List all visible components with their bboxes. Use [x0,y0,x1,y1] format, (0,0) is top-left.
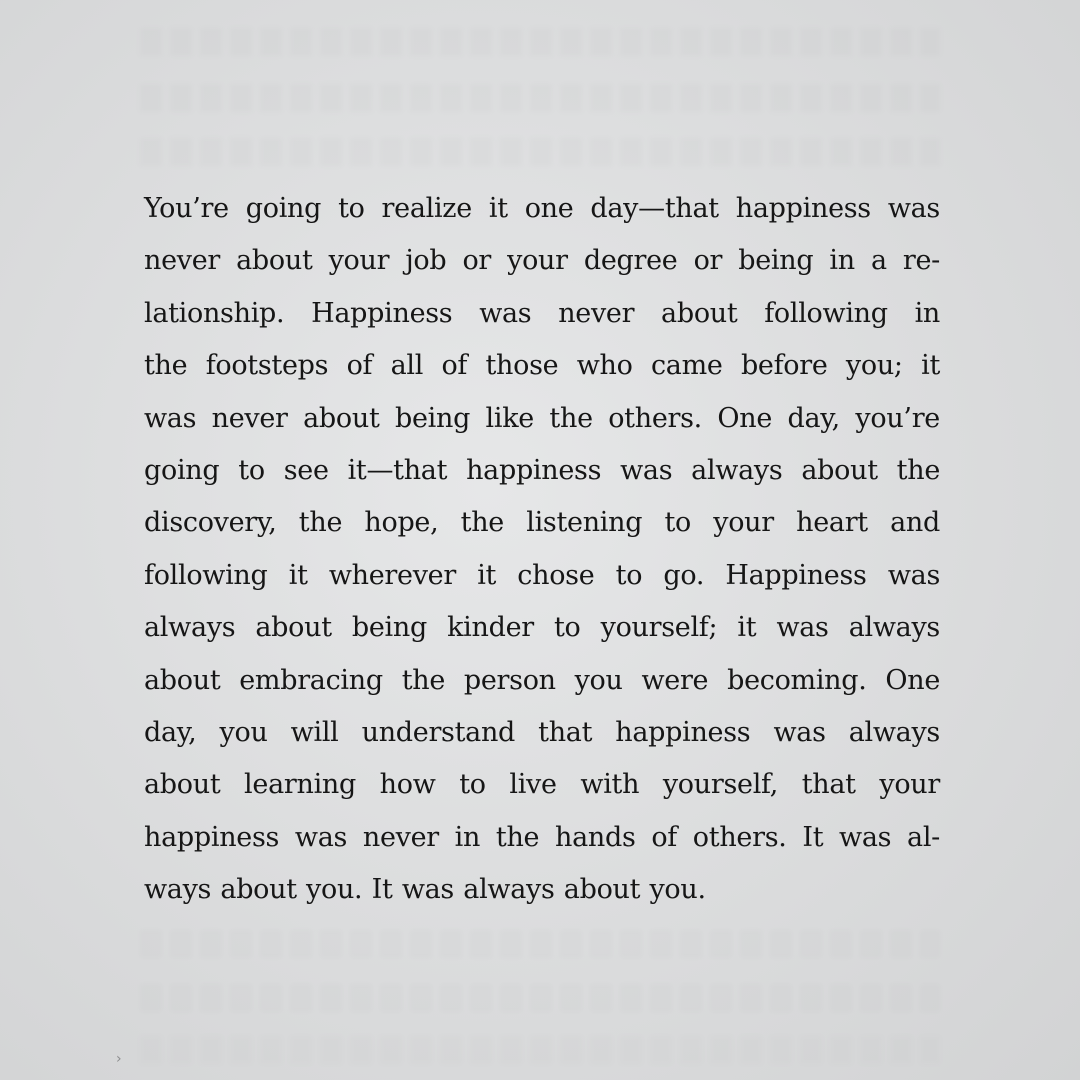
bleed-through-texture [140,984,940,1012]
bleed-through-texture [140,28,940,56]
passage-line: lationship. Happiness was never about following in [144,297,940,329]
passage-line: ways about you. It was always about you. [144,874,706,906]
passage-line: You’re going to realize it one day—that happiness was [144,193,940,224]
passage-line: about learning how to live with yourself, that your [144,769,940,801]
bleed-through-texture [140,84,940,112]
passage-line: never about your job or your degree or being in a re- [144,245,940,277]
passage-line: day, you will understand that happiness was always [144,717,940,749]
passage-paragraph [144,183,940,917]
passage-line: happiness was never in the hands of others. It was al- [144,821,940,853]
passage-line: always about being kinder to yourself; it was always [144,612,940,644]
passage-line: discovery, the hope, the listening to your heart and [144,507,940,539]
passage-line: about embracing the person you were becoming. One [144,664,940,696]
passage-line: going to see it—that happiness was always about the [144,455,940,487]
bleed-through-texture [140,930,940,958]
bleed-through-texture [140,1036,940,1064]
passage-line: following it wherever it chose to go. Happiness was [144,559,940,591]
bleed-through-texture [140,138,940,166]
passage-line: the footsteps of all of those who came before you; it [144,350,940,382]
page-corner-mark-icon: › [116,1051,122,1067]
passage-line: was never about being like the others. One day, you’re [144,402,940,434]
